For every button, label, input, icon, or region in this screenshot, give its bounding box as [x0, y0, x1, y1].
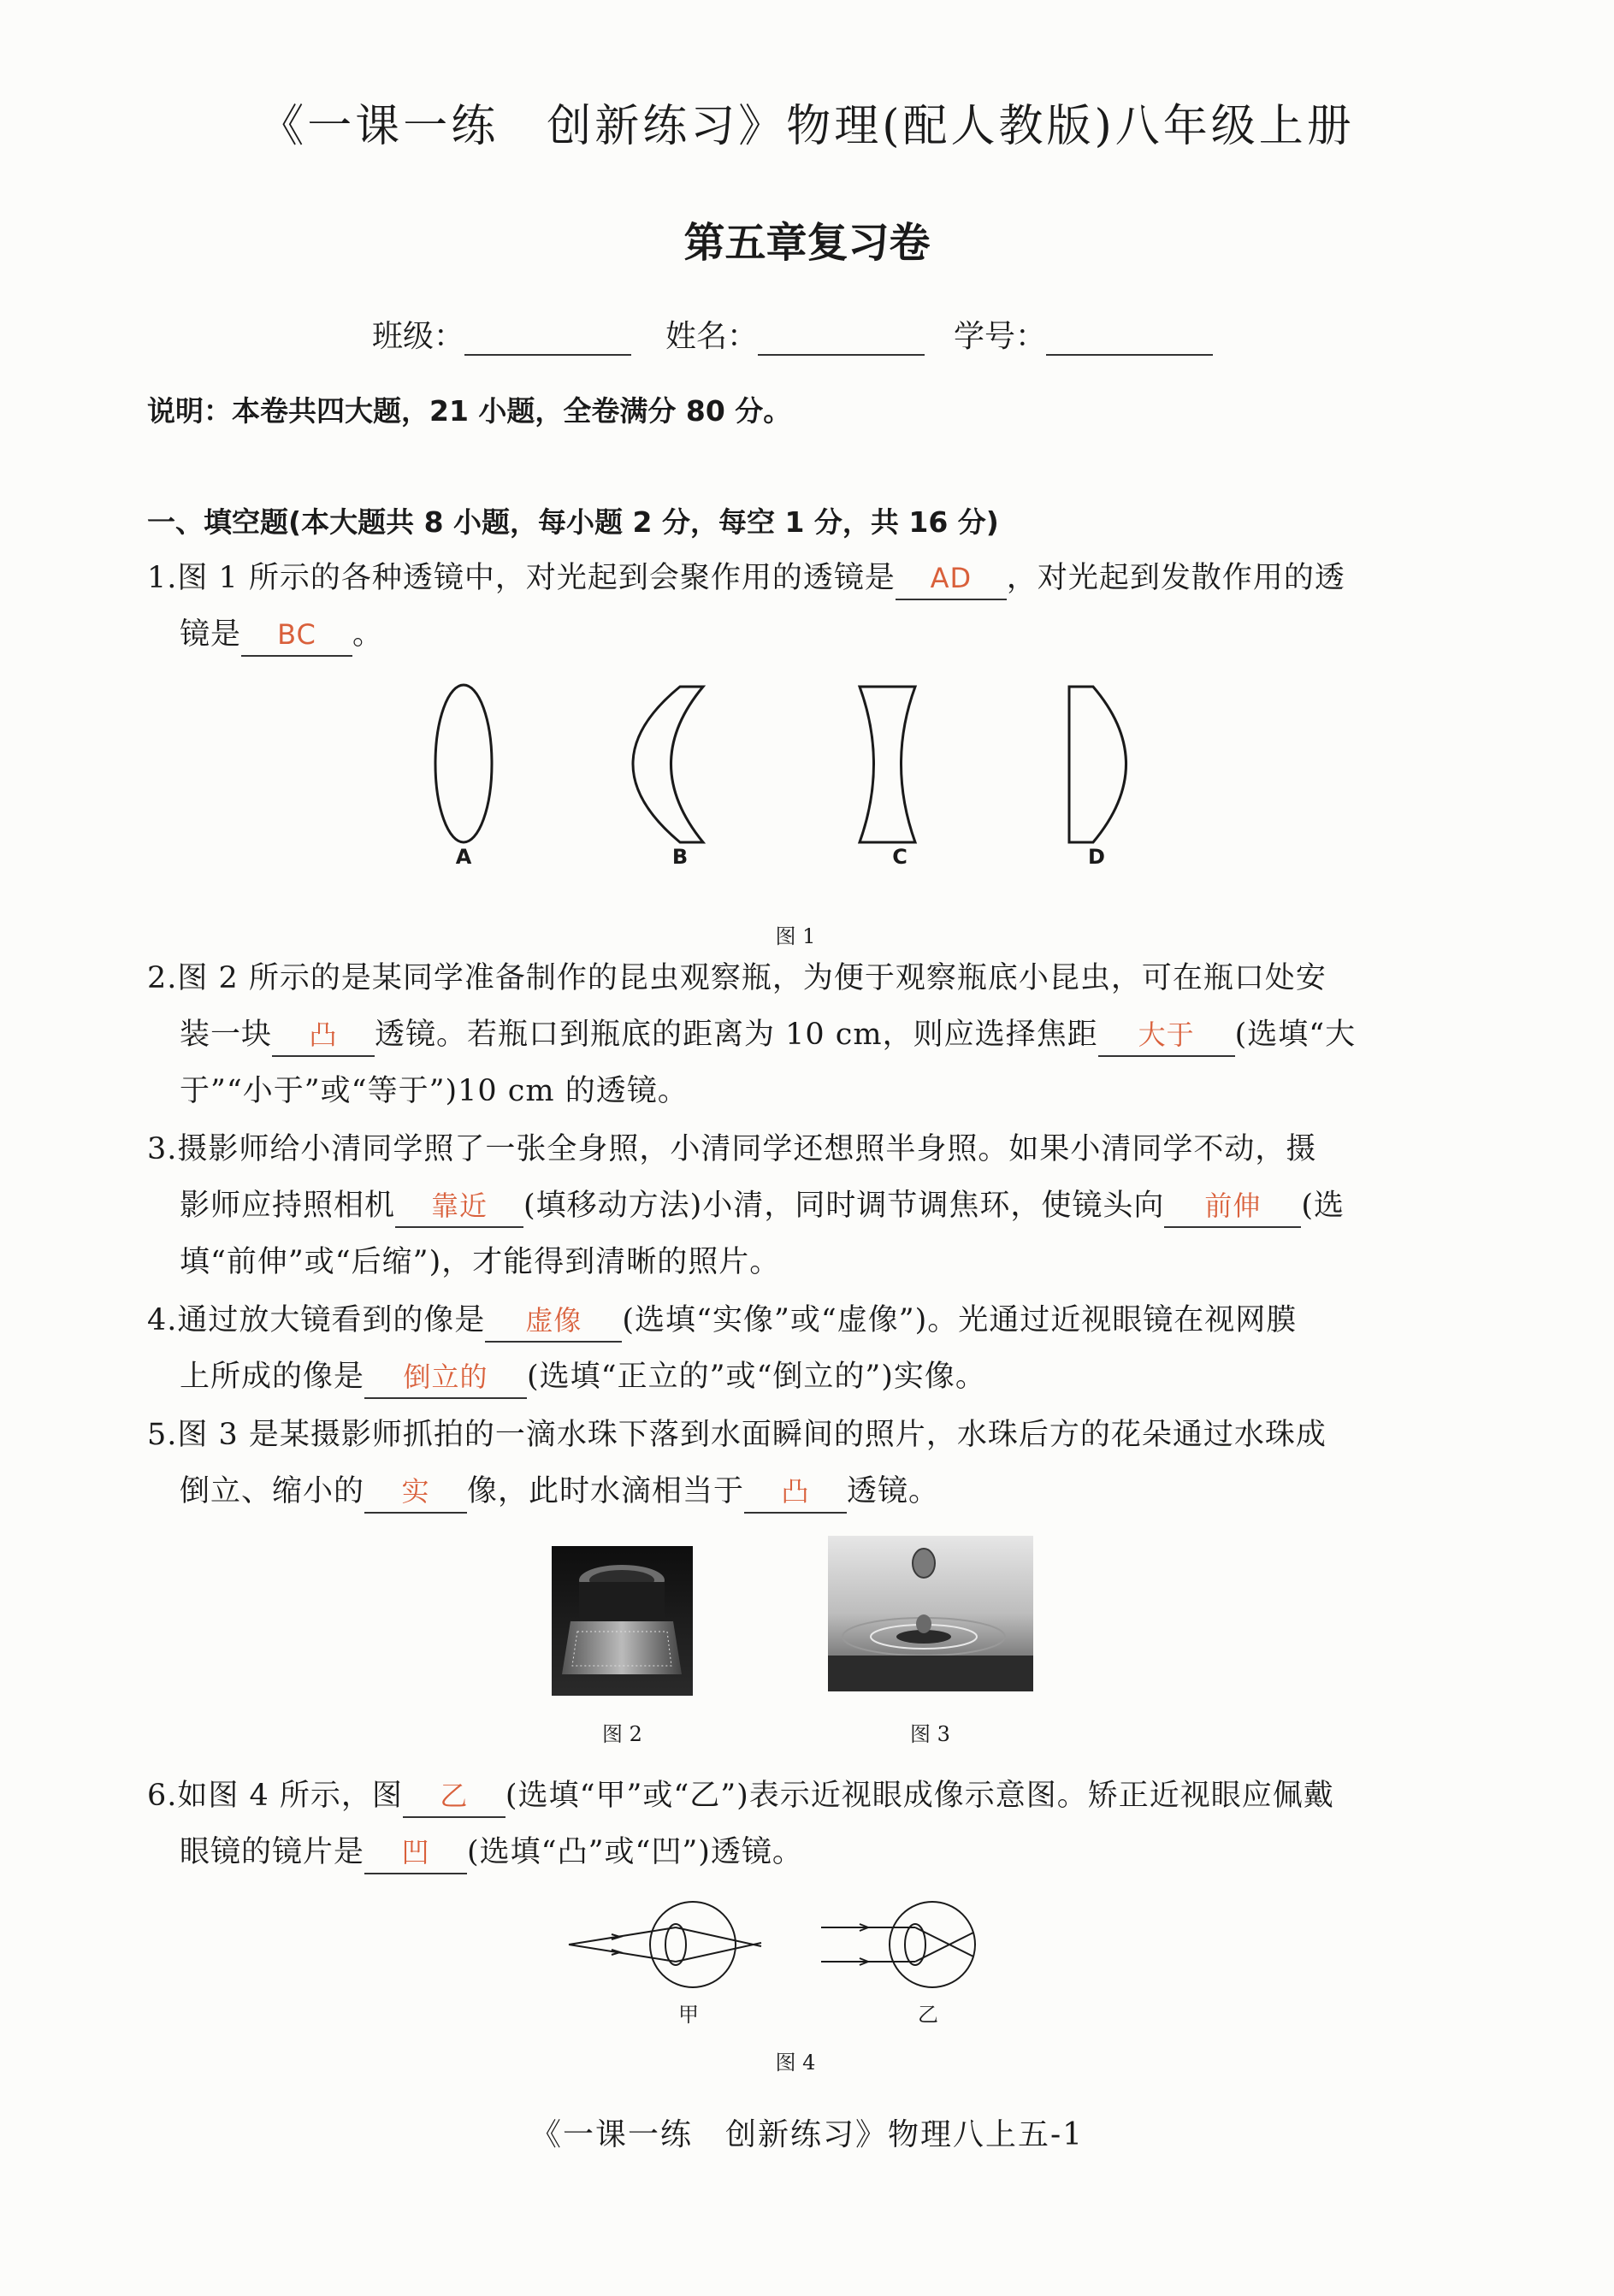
figure-4-label-yi: 乙: [918, 2003, 938, 2027]
q5-answer-1: 实: [364, 1471, 467, 1514]
figure-4-caption: 图 4: [775, 2051, 816, 2075]
page-footer: 《一课一练 创新练习》物理八上五-1: [529, 2117, 1085, 2152]
exam-note: 说明：本卷共四大题，21 小题，全卷满分 80 分。: [147, 394, 792, 428]
q1-line-2: [180, 614, 1467, 657]
q5-text-a: 倒立、缩小的: [180, 1474, 365, 1508]
lens-c-biconcave: [860, 687, 915, 842]
id-blank[interactable]: [1046, 323, 1213, 356]
figure-1-caption: 图 1: [775, 924, 816, 948]
figure-3-caption: 图 3: [910, 1722, 950, 1746]
q1-answer-2: BC: [241, 614, 352, 657]
q3-line-2: [180, 1185, 1467, 1228]
class-blank[interactable]: [464, 323, 631, 356]
q1-text-c: 镜是: [180, 617, 242, 652]
q5-answer-2: 凸: [744, 1471, 847, 1514]
name-label: 姓名：: [665, 319, 759, 354]
lens-a-biconvex: [435, 685, 492, 842]
q6-text-c: 眼镜的镜片是: [180, 1835, 365, 1869]
q2-answer-1: 凸: [272, 1014, 375, 1057]
q1-text-a: 1.图 1 所示的各种透镜中，对光起到会聚作用的透镜是: [147, 561, 896, 595]
q5-text-b: 像，此时水滴相当于: [467, 1474, 745, 1508]
q3-answer-2: 前伸: [1164, 1185, 1301, 1228]
lens-label-c: C: [892, 845, 908, 869]
id-label: 学号：: [954, 319, 1047, 354]
q2-text-b: 透镜。若瓶口到瓶底的距离为 10 cm，则应选择焦距: [375, 1018, 1098, 1052]
q2-answer-2: 大于: [1098, 1014, 1235, 1057]
q6-answer-2: 凹: [364, 1832, 467, 1874]
q6-text-b: (选填“甲”或“乙”)表示近视眼成像示意图。矫正近视眼应佩戴: [505, 1779, 1334, 1813]
q4-line-1: [147, 1300, 1467, 1343]
figure-4-eye-diagrams: [565, 1900, 1078, 2003]
lens-label-d: D: [1088, 845, 1105, 869]
q2-text-a: 装一块: [180, 1018, 273, 1052]
class-field: [372, 312, 631, 356]
q3-text-c: (选: [1301, 1189, 1345, 1223]
q6-text-a: 6.如图 4 所示，图: [147, 1779, 403, 1813]
id-field: [954, 312, 1213, 356]
q5-line-2: [180, 1471, 1467, 1514]
figure-3-photo: [828, 1536, 1033, 1691]
q6-answer-1: 乙: [403, 1775, 505, 1818]
q4-text-b: (选填“实像”或“虚像”)。光通过近视眼镜在视网膜: [622, 1303, 1298, 1337]
q3-line-3: 填“前伸”或“后缩”)，才能得到清晰的照片。: [180, 1245, 781, 1279]
q1-text-b: ，对光起到发散作用的透: [1006, 561, 1345, 595]
figure-1-lenses: [402, 680, 1172, 885]
q6-text-d: (选填“凸”或“凹”)透镜。: [467, 1835, 803, 1869]
q3-answer-1: 靠近: [395, 1185, 523, 1228]
q3-line-1: 3.摄影师给小清同学照了一张全身照，小清同学还想照半身照。如果小清同学不动，摄: [147, 1132, 1317, 1166]
q5-text-c: 透镜。: [847, 1474, 940, 1508]
q6-line-1: [147, 1775, 1467, 1818]
class-label: 班级：: [372, 319, 465, 354]
section-1-title: 一、填空题(本大题共 8 小题，每小题 2 分，每空 1 分，共 16 分): [147, 505, 999, 539]
q2-line-3: 于”“小于”或“等于”)10 cm 的透镜。: [180, 1074, 689, 1108]
q2-text-c: (选填“大: [1234, 1018, 1357, 1052]
q4-answer-2: 倒立的: [364, 1356, 527, 1399]
eye-diagram-jia: [569, 1902, 761, 1987]
q2-line-2: [180, 1014, 1467, 1057]
q1-text-d: 。: [352, 617, 384, 652]
figure-2-caption: 图 2: [602, 1722, 642, 1746]
eye-diagram-yi: [821, 1902, 975, 1987]
q1-line-1: [147, 558, 1467, 600]
q4-answer-1: 虚像: [485, 1300, 622, 1343]
q4-line-2: [180, 1356, 1467, 1399]
q6-line-2: [180, 1832, 1467, 1874]
q4-text-c: 上所成的像是: [180, 1360, 365, 1394]
q4-text-d: (选填“正立的”或“倒立的”)实像。: [527, 1360, 986, 1394]
lens-label-a: A: [455, 845, 472, 869]
q2-line-1: 2.图 2 所示的是某同学准备制作的昆虫观察瓶，为便于观察瓶底小昆虫，可在瓶口处安: [147, 961, 1327, 995]
name-blank[interactable]: [758, 323, 925, 356]
figure-4-label-jia: 甲: [678, 2003, 699, 2027]
q3-text-b: (填移动方法)小清，同时调节调焦环，使镜头向: [523, 1189, 1165, 1223]
lens-b-concave-meniscus: [633, 687, 703, 842]
q5-line-1: 5.图 3 是某摄影师抓拍的一滴水珠下落到水面瞬间的照片，水珠后方的花朵通过水珠成: [147, 1418, 1327, 1452]
q3-text-a: 影师应持照相机: [180, 1189, 396, 1223]
q4-text-a: 4.通过放大镜看到的像是: [147, 1303, 486, 1337]
page-title: 第五章复习卷: [683, 219, 931, 267]
lens-d-plano-convex: [1069, 687, 1126, 842]
book-title: 《一课一练 创新练习》物理(配人教版)八年级上册: [259, 101, 1355, 152]
lens-label-b: B: [671, 845, 689, 869]
name-field: [665, 312, 925, 356]
figure-2-photo: [552, 1546, 693, 1696]
q1-answer-1: AD: [896, 558, 1007, 600]
